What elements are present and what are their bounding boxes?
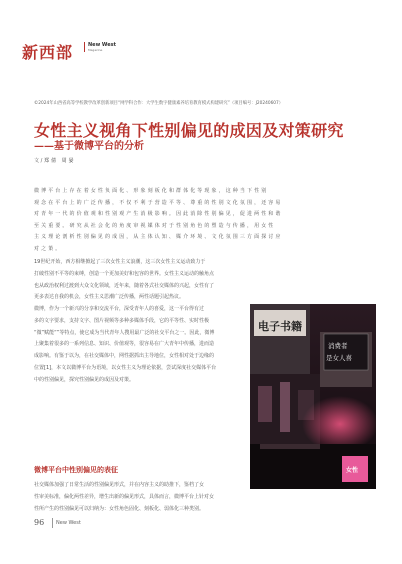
logo-en-text: New West	[88, 42, 117, 48]
abstract-line: 至关重要。研究从社会化的角度审视媒体对于性别角色的塑造与传播，用女性	[34, 222, 276, 229]
body-line: 多的文字要求，支持文字、图片视频等多种多媒体手段，它的平等性、实时性极	[34, 317, 210, 324]
body-line: 性所产生的性别偏见可以归纳为：女性角色固化、刻板化、弱体化三种类别。	[34, 505, 205, 512]
footer-divider	[52, 518, 53, 528]
fund-note: ©2024年山西省高等学校教学改革创新项目“网学科合作：大学生数字健康素养培育教育模式构建研究”（项目编号：J20240607）	[34, 101, 284, 106]
body-paragraph-2	[34, 304, 250, 387]
body-line: 中的性别偏见，探究性别偏见的成因及对策。	[34, 376, 135, 383]
article-title: 女性主义视角下性别偏见的成因及对策研究	[34, 121, 344, 140]
body-line: 成影响。有鉴于以为，在社交媒体中，网性据抓出主导地位，女性相对处于边缘的	[34, 353, 215, 360]
abstract-line: 主义理论剖析性别偏见的成因，从主体认知、媒介环境、文化氛围三方面探讨应	[34, 234, 283, 240]
section-heading: 微博平台中性别偏见的表征	[34, 466, 118, 474]
street-scene-illustration	[250, 304, 376, 489]
author-label: 文 /	[34, 158, 43, 164]
body-line: 19世纪开始，西方相继掀起了三次女性主义浪潮，这三次女性主义运动致力于	[34, 259, 206, 265]
body-line: 微博，作为一个新兴的分享和交流平台，深受青年人的喜爱，这一平台得有过	[34, 306, 205, 312]
page-number: 96	[34, 518, 45, 527]
body-line: 性审美标准，偏化两性差异，增生出新的偏见形式，具体而言，微博平台上针对女	[34, 493, 215, 500]
abstract-line: 对青年一代的价值观和性别观产生消极影响。因此消除性别偏见，促进两性和谐	[34, 211, 283, 217]
article-subtitle: ——基于微博平台的分析	[34, 141, 144, 152]
footer-publication: New West	[56, 520, 81, 526]
section-paragraph	[34, 480, 378, 515]
abstract	[34, 186, 374, 255]
magazine-logo-en	[84, 42, 118, 52]
article-photo	[250, 304, 376, 489]
body-line: 也从政治权利过渡到大众文化领域，近年来，随着各式社交媒体的兴起，女性有了	[34, 282, 215, 289]
body-line: 更多表达自我的机会，女性主义思潮广泛传播，两性话题引起热议。	[34, 294, 185, 301]
abstract-line: 对之策。	[34, 245, 63, 252]
abstract-line: 观念在平台上的广泛传播，不仅不利于营造平等、尊重的性别文化氛围，还容易	[34, 199, 283, 206]
body-line: 位置[1]，本文以微博平台为语境，以女性主义为理论依据，尝试深度社交媒体平台	[34, 364, 217, 371]
logo-sub-text: Magazine	[88, 48, 103, 52]
sign-badge-text: 女性	[346, 467, 359, 474]
body-line: “微”赋能“”等特点，使它成为当代青年人搜用最广泛的社交平台之一。因此，微博	[34, 329, 215, 336]
sign-top-text: 电子书籍	[258, 320, 302, 333]
sign-side-text-1: 消费者	[328, 342, 348, 350]
magazine-logo: 新西部	[22, 43, 74, 62]
abstract-line: 微博平台上存在着女性负面化、形象刻板化和群体化等现象，这种当下性别	[34, 188, 269, 194]
author-names: 郑倩 周晏	[44, 158, 76, 164]
body-line: 社交媒体加强了日常生活的性别偏见形式，并在内容主义的助推下，鉴档了女	[34, 482, 205, 488]
body-line: 打破性别不平等的束缚，创造一个更加美好和包容的世界。女性主义运动的触角点	[34, 270, 215, 277]
body-line: 上聚集着很多的一系列信息、知识、价值观等，很容易在广大青年中传播，进而造	[34, 341, 215, 348]
body-paragraph-1	[34, 257, 378, 304]
sign-side-text-2: 是女人喜	[326, 354, 352, 362]
